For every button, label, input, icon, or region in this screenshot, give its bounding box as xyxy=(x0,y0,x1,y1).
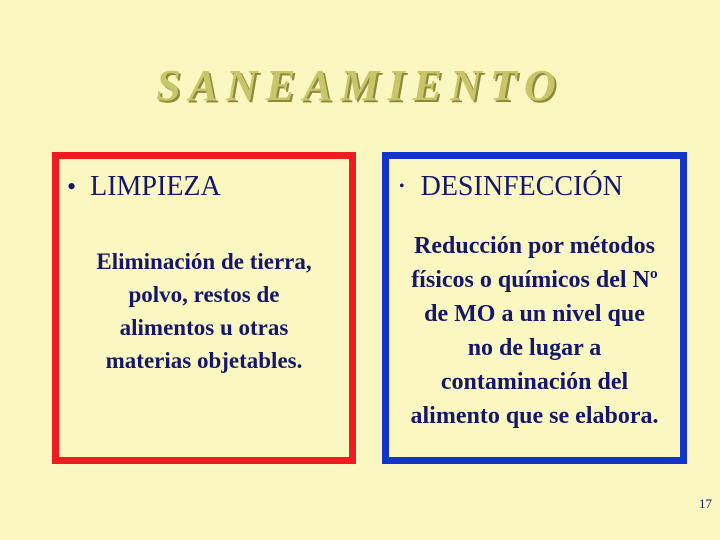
limpieza-heading-text: LIMPIEZA xyxy=(90,171,221,202)
definition-line: físicos o químicos del Nº xyxy=(411,267,658,293)
desinfeccion-box xyxy=(382,152,687,464)
desinfeccion-heading-text: DESINFECCIÓN xyxy=(420,171,623,202)
bullet-icon: • xyxy=(399,178,405,195)
limpieza-heading xyxy=(67,171,349,203)
definition-line: Reducción por métodos xyxy=(414,233,655,259)
definition-line: alimentos u otras xyxy=(119,315,289,340)
desinfeccion-definition xyxy=(381,229,688,433)
definition-line: Eliminación de tierra, xyxy=(96,249,312,274)
page-number: 17 xyxy=(699,496,712,511)
limpieza-box xyxy=(52,152,356,464)
slide-title: SANEAMIENTO xyxy=(156,61,564,110)
definition-line: alimento que se elabora. xyxy=(410,403,659,429)
definition-line: de MO a un nivel que xyxy=(424,301,645,327)
definition-line: polvo, restos de xyxy=(128,282,280,307)
bullet-icon: • xyxy=(67,172,77,201)
limpieza-definition xyxy=(59,245,349,377)
definition-line: no de lugar a xyxy=(467,335,602,361)
definition-line: contaminación del xyxy=(440,369,629,395)
definition-line: materias objetables. xyxy=(105,348,303,373)
desinfeccion-heading xyxy=(399,171,680,203)
